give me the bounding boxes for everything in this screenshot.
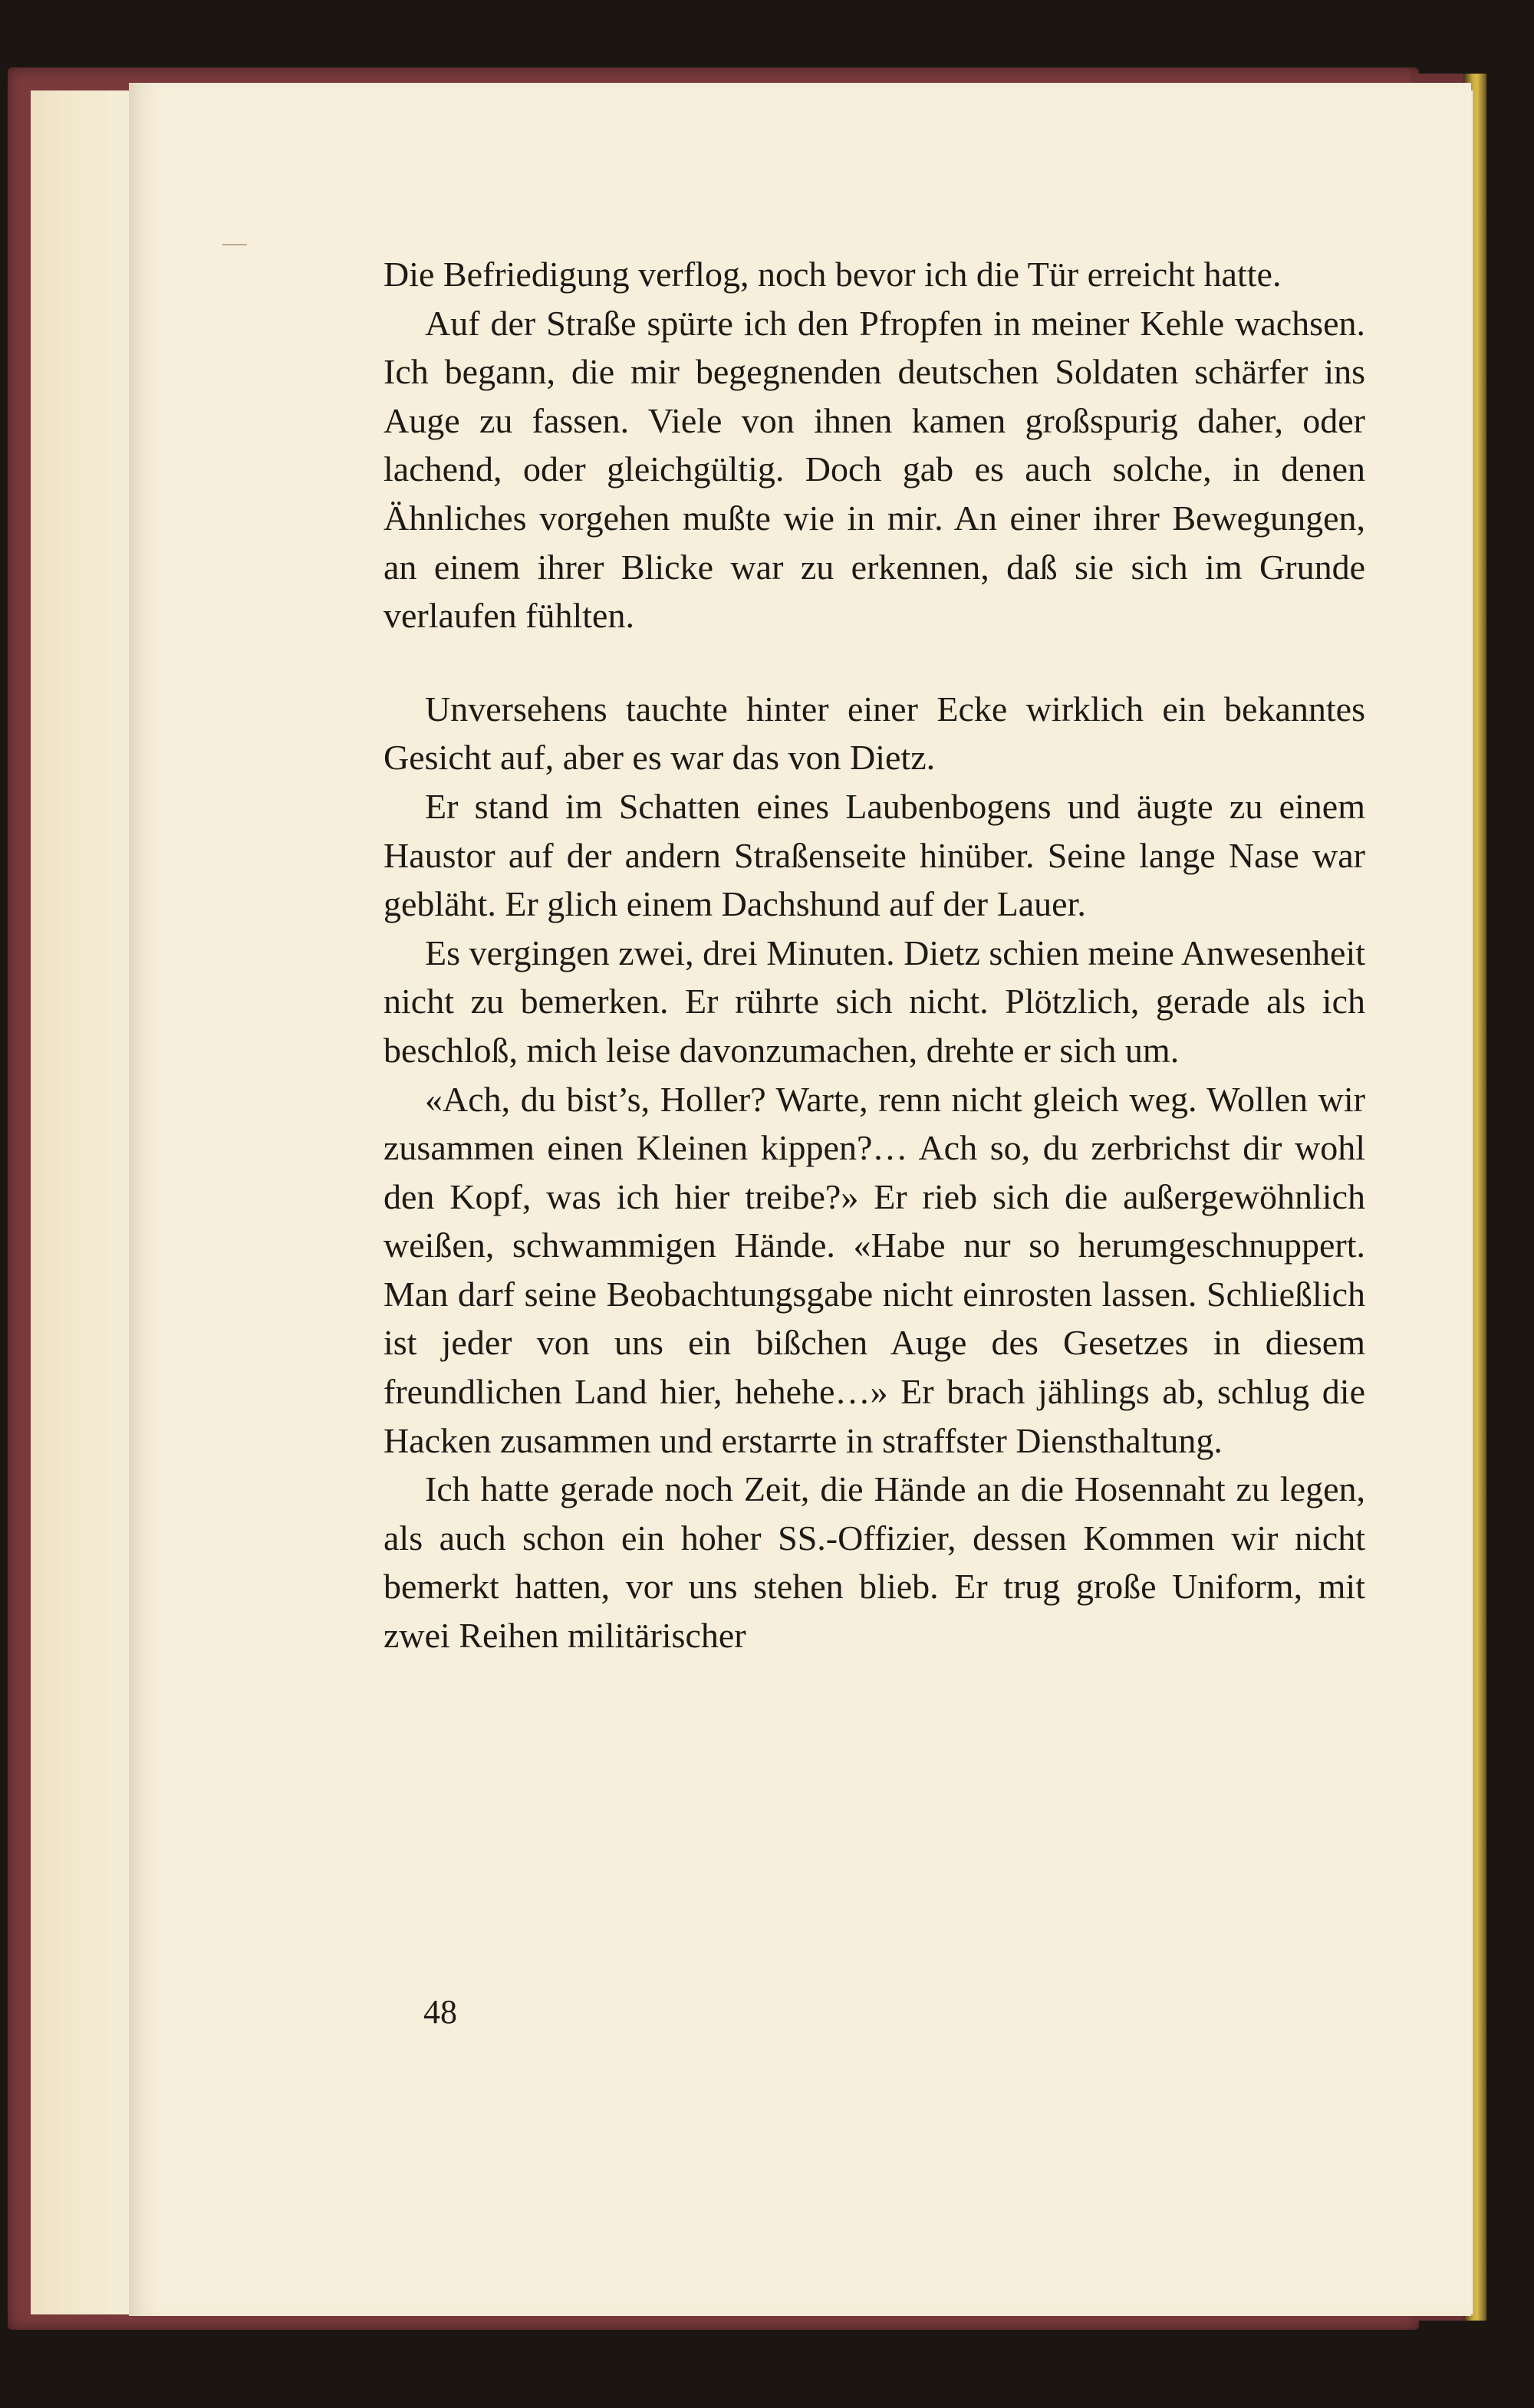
paragraph: Die Befriedigung verflog, noch bevor ich die Tür erreicht hatte. <box>384 255 1282 294</box>
paragraph: Auf der Straße spürte ich den Pfropfen in meiner Kehle wachsen. Ich begann, die mir begegnenden deutschen Soldaten schärfer ins Auge zu fassen. Viele von ihnen kamen großspurig daher, oder lachend, oder gleichgültig. Doch gab es auch solche, in denen Ähnliches vorgehen mußte wie in mir. An einer ihrer Bewegungen, an einem ihrer Blicke war zu erkennen, daß sie sich im Grunde verlaufen fühlten. <box>384 303 1365 636</box>
paragraph: «Ach, du bist’s, Holler? Warte, renn nicht gleich weg. Wollen wir zusammen einen Kleinen kippen?… Ach so, du zerbrichst dir wohl den Kopf, was ich hier treibe?» Er rieb sich die außergewöhnlich weißen, schwammigen Hände. «Habe nur so herumgeschnuppert. Man darf seine Beobachtungsgabe nicht einrosten lassen. Schließlich ist jeder von uns ein bißchen Auge des Gesetzes in diesem freundlichen Land hier, hehehe…» Er brach jählings ab, schlug die Hacken zusammen und erstarrte in straffster Diensthaltung. <box>384 1079 1365 1460</box>
paragraph: Unversehens tauchte hinter einer Ecke wirklich ein bekanntes Gesicht auf, aber es war das von Dietz. <box>384 689 1365 778</box>
body-text <box>384 250 1365 1660</box>
paragraph: Es vergingen zwei, drei Minuten. Dietz schien meine Anwesenheit nicht zu bemerken. Er rührte sich nicht. Plötzlich, gerade als ich beschloß, mich leise davonzumachen, drehte er sich um. <box>384 933 1365 1070</box>
paragraph: Ich hatte gerade noch Zeit, die Hände an die Hosennaht zu legen, als auch schon ein hoher SS.-Offizier, dessen Kommen wir nicht bemerkt hatten, vor uns stehen blieb. Er trug große Uniform, mit zwei Reihen militärischer <box>384 1469 1365 1656</box>
page-mark <box>222 244 247 245</box>
page-number: 48 <box>423 1993 457 2031</box>
paragraph: Er stand im Schatten eines Laubenbogens und äugte zu einem Haustor auf der andern Straßenseite hinüber. Seine lange Nase war gebläht. Er glich einem Dachshund auf der Lauer. <box>384 786 1365 924</box>
